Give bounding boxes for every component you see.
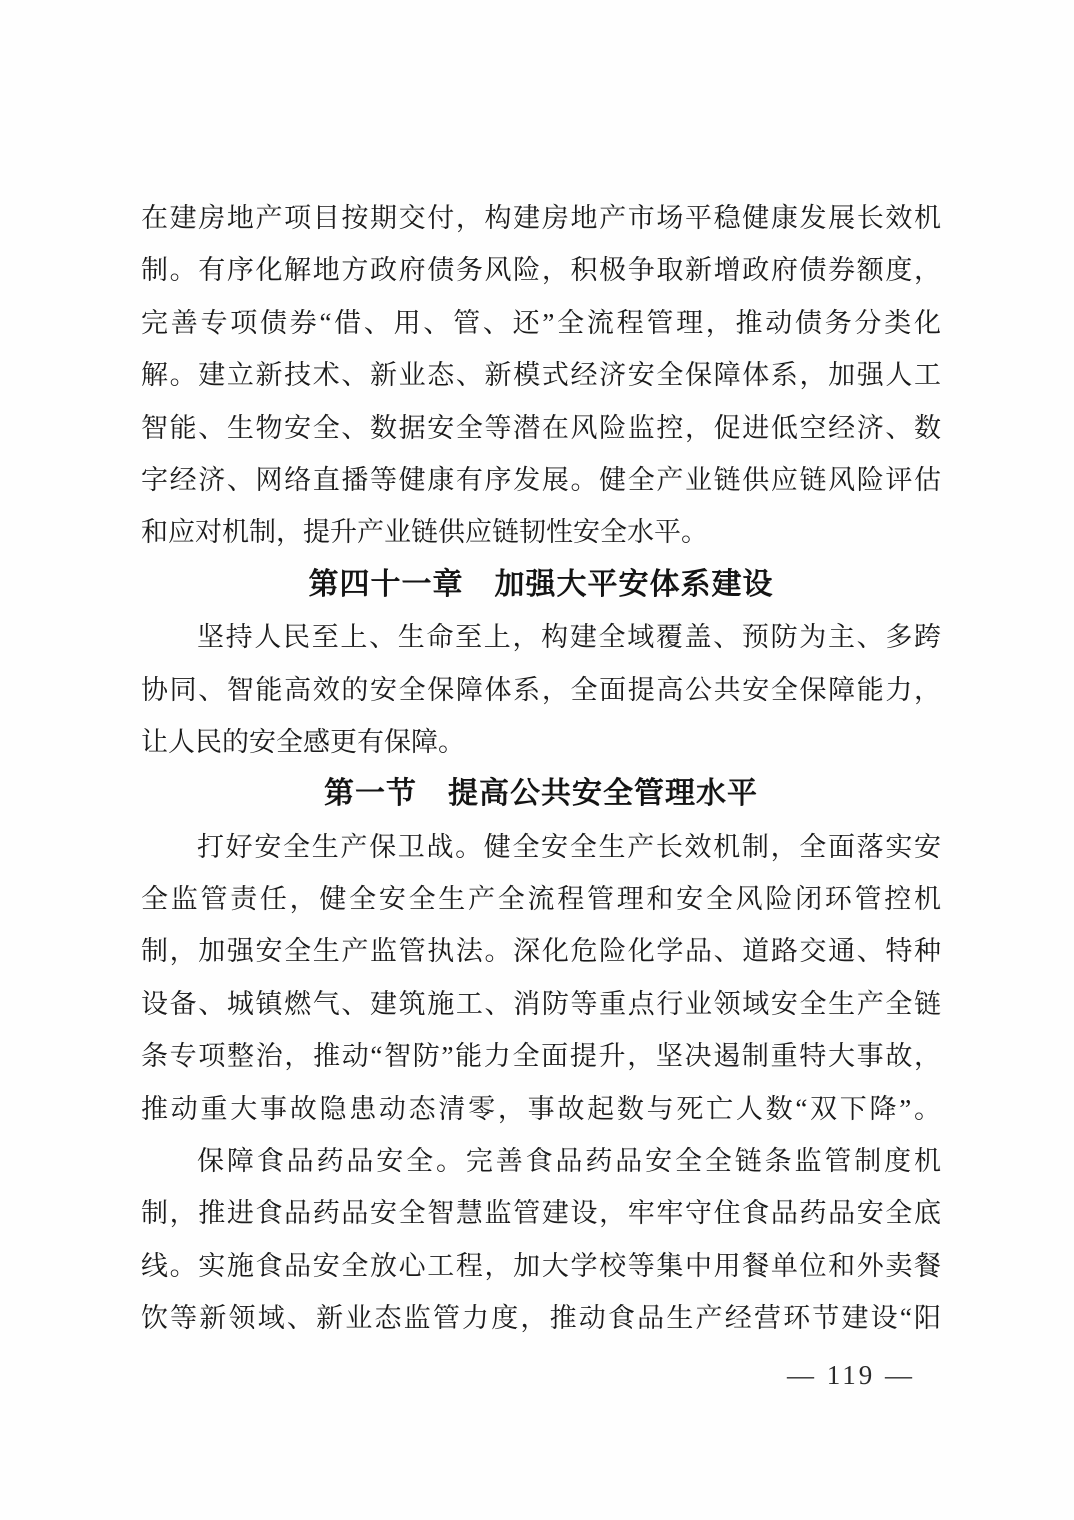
text-line: 设备、城镇燃气、建筑施工、消防等重点行业领域安全生产全链 <box>141 988 941 1019</box>
text-line: 推动重大事故隐患动态清零，事故起数与死亡人数“双下降”。 <box>141 1093 941 1124</box>
paragraph-continuation <box>141 192 941 559</box>
chapter-heading: 第四十一章 加强大平安体系建设 <box>308 567 774 601</box>
text-line: 让人民的安全感更有保障。 <box>141 726 465 757</box>
paragraph-food-drug-safety <box>141 1135 941 1345</box>
text-line: 完善专项债券“借、用、管、还”全流程管理，推动债务分类化 <box>141 307 941 338</box>
text-line: 线。实施食品安全放心工程，加大学校等集中用餐单位和外卖餐 <box>141 1250 941 1281</box>
text-line: 全监管责任，健全安全生产全流程管理和安全风险闭环管控机 <box>141 884 941 915</box>
section-heading: 第一节 提高公共安全管理水平 <box>324 777 758 811</box>
text-line: 制，推进食品药品安全智慧监管建设，牢牢守住食品药品安全底 <box>141 1198 941 1229</box>
text-line: 字经济、网络直播等健康有序发展。健全产业链供应链风险评估 <box>141 464 941 495</box>
paragraph-production-safety <box>141 821 941 1135</box>
page-number: — 119 — <box>787 1359 915 1390</box>
text-line: 坚持人民至上、生命至上，构建全域覆盖、预防为主、多跨 <box>197 622 941 653</box>
text-line: 打好安全生产保卫战。健全安全生产长效机制，全面落实安 <box>197 831 941 862</box>
text-line: 制，加强安全生产监管执法。深化危险化学品、道路交通、特种 <box>141 936 941 967</box>
text-line: 和应对机制，提升产业链供应链韧性安全水平。 <box>141 517 708 548</box>
text-line: 制。有序化解地方政府债务风险，积极争取新增政府债券额度， <box>141 255 941 286</box>
text-line: 保障食品药品安全。完善食品药品安全全链条监管制度机 <box>197 1146 941 1177</box>
text-line: 智能、生物安全、数据安全等潜在风险监控，促进低空经济、数 <box>141 412 941 443</box>
text-line: 条专项整治，推动“智防”能力全面提升，坚决遏制重特大事故， <box>141 1041 941 1072</box>
text-line: 在建房地产项目按期交付，构建房地产市场平稳健康发展长效机 <box>141 203 941 233</box>
paragraph-chapter-overview <box>141 611 941 768</box>
text-line: 协同、智能高效的安全保障体系，全面提高公共安全保障能力， <box>141 674 941 705</box>
text-line: 饮等新领域、新业态监管力度，推动食品生产经营环节建设“阳 <box>141 1303 941 1334</box>
text-line: 解。建立新技术、新业态、新模式经济安全保障体系，加强人工 <box>141 360 941 391</box>
